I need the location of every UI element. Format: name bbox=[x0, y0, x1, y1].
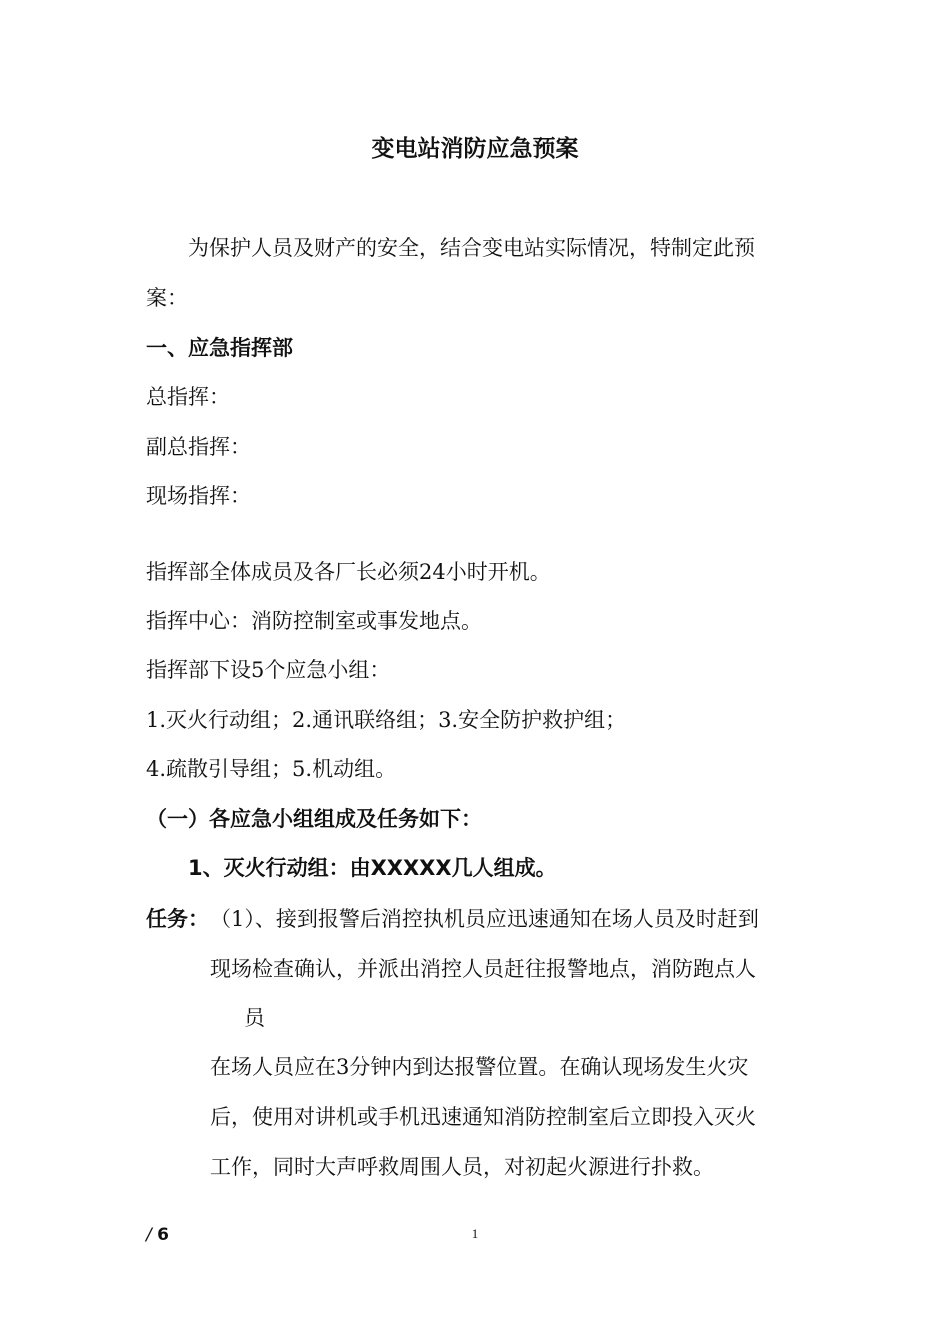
commander-label: 总指挥： bbox=[146, 385, 230, 409]
intro-paragraph-line-2: 案： bbox=[146, 286, 188, 310]
groups-list-line-1: 1.灭火行动组；2.通讯联络组；3.安全防护救护组； bbox=[146, 708, 627, 732]
task-line-2: 现场检查确认，并派出消控人员赶往报警地点，消防跑点人 bbox=[210, 957, 756, 981]
groups-list-line-2: 4.疏散引导组；5.机动组。 bbox=[146, 757, 397, 781]
intro-paragraph-line-1: 为保护人员及财产的安全，结合变电站实际情况，特制定此预 bbox=[188, 236, 755, 260]
task-line-3: 员 bbox=[244, 1006, 265, 1030]
deputy-commander-label: 副总指挥： bbox=[146, 435, 251, 459]
subsection-heading: （一）各应急小组组成及任务如下： bbox=[146, 807, 482, 831]
section-heading-command: 一、应急指挥部 bbox=[146, 336, 293, 360]
page-slash: / bbox=[146, 1225, 152, 1245]
page-number: 1 bbox=[471, 1226, 479, 1241]
command-center: 指挥中心：消防控制室或事发地点。 bbox=[146, 609, 482, 633]
groups-intro: 指挥部下设5个应急小组： bbox=[146, 658, 391, 682]
standby-note: 指挥部全体成员及各厂长必须24小时开机。 bbox=[146, 560, 551, 584]
site-commander-label: 现场指挥： bbox=[146, 484, 251, 508]
task-line-6: 工作，同时大声呼救周围人员，对初起火源进行扑救。 bbox=[210, 1155, 714, 1179]
task-line-1: （1）、接到报警后消控执机员应迅速通知在场人员及时赶到 bbox=[210, 907, 759, 931]
total-pages: 6 bbox=[157, 1225, 169, 1245]
task-line-5: 后，使用对讲机或手机迅速通知消防控制室后立即投入灭火 bbox=[210, 1105, 756, 1129]
document-title: 变电站消防应急预案 bbox=[371, 136, 579, 162]
group1-heading: 1、灭火行动组：由XXXXX几人组成。 bbox=[188, 856, 557, 880]
task-label: 任务： bbox=[146, 907, 209, 931]
task-line-4: 在场人员应在3分钟内到达报警位置。在确认现场发生火灾 bbox=[210, 1055, 749, 1079]
